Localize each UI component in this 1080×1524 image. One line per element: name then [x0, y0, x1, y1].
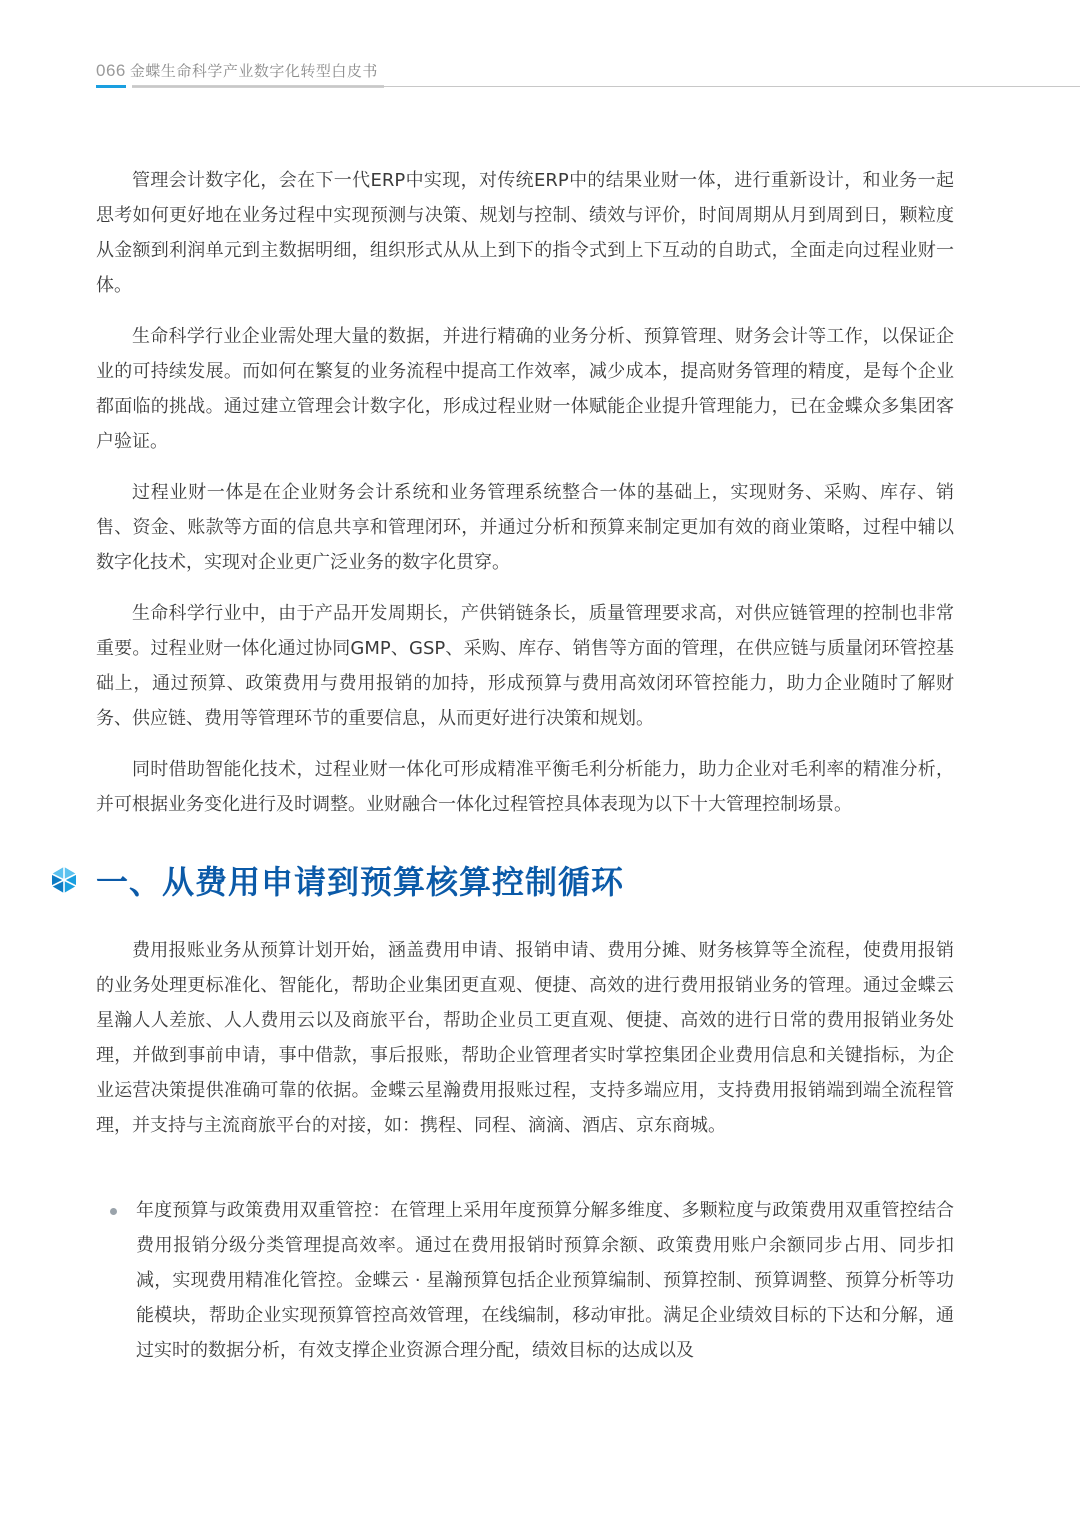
- page-header: [96, 58, 1080, 88]
- section-body: [96, 933, 954, 1159]
- page-number: 066: [96, 61, 126, 80]
- paragraph: 生命科学行业中，由于产品开发周期长，产供销链条长，质量管理要求高，对供应链管理的控制也非常重要。过程业财一体化通过协同GMP、GSP、采购、库存、销售等方面的管理，在供应链与质量闭环管控基础上，通过预算、政策费用与费用报销的加持，形成预算与费用高效闭环管控能力，助力企业随时了解财务、供应链、费用等管理环节的重要信息，从而更好进行决策和规划。: [96, 603, 954, 729]
- section-title: 一、从费用申请到预算核算控制循环: [96, 863, 625, 901]
- body-text: [96, 163, 954, 838]
- document-title: 金蝶生命科学产业数字化转型白皮书: [129, 62, 378, 80]
- section-intro: 费用报账业务从预算计划开始，涵盖费用申请、报销申请、费用分摊、财务核算等全流程，使费用报销的业务处理更标准化、智能化，帮助企业集团更直观、便捷、高效的进行费用报销业务的管理。通过金蝶云星瀚人人差旅、人人费用云以及商旅平台，帮助企业员工更直观、便捷、高效的进行日常的费用报销业务处理，并做到事前申请，事中借款，事后报账，帮助企业管理者实时掌控集团企业费用信息和关键指标，为企业运营决策提供准确可靠的依据。金蝶云星瀚费用报账过程，支持多端应用，支持费用报销端到端全流程管理，并支持与主流商旅平台的对接，如：携程、同程、滴滴、酒店、京东商城。: [96, 940, 954, 1136]
- paragraph: 生命科学行业企业需处理大量的数据，并进行精确的业务分析、预算管理、财务会计等工作，以保证企业的可持续发展。而如何在繁复的业务流程中提高工作效率，减少成本，提高财务管理的精度，是每个企业都面临的挑战。通过建立管理会计数字化，形成过程业财一体赋能企业提升管理能力，已在金蝶众多集团客户验证。: [96, 326, 954, 452]
- bullet-text: 年度预算与政策费用双重管控：在管理上采用年度预算分解多维度、多颗粒度与政策费用双重管控结合费用报销分级分类管理提高效率。通过在费用报销时预算余额、政策费用账户余额同步占用、同步扣减，实现费用精准化管控。金蝶云 · 星瀚预算包括企业预算编制、预算控制、预算调整、预算分析等功能模块，帮助企业实现预算管控高效管理，在线编制，移动审批。满足企业绩效目标的下达和分解，通过实时的数据分析，有效支撑企业资源合理分配，绩效目标的达成以及: [136, 1200, 954, 1361]
- header-text: [96, 60, 378, 81]
- paragraph: 过程业财一体是在企业财务会计系统和业务管理系统整合一体的基础上，实现财务、采购、库存、销售、资金、账款等方面的信息共享和管理闭环，并通过分析和预算来制定更加有效的商业策略，过程中辅以数字化技术，实现对企业更广泛业务的数字化贯穿。: [96, 482, 954, 573]
- section-heading: [50, 852, 624, 908]
- hexagon-cube-icon: [50, 866, 78, 894]
- header-accent-bar: [96, 85, 126, 88]
- bullet-icon: [110, 1208, 117, 1215]
- paragraph: 管理会计数字化，会在下一代ERP中实现，对传统ERP中的结果业财一体，进行重新设计，和业务一起思考如何更好地在业务过程中实现预测与决策、规划与控制、绩效与评价，时间周期从月到周到日，颗粒度从金额到利润单元到主数据明细，组织形式从从上到下的指令式到上下互动的自助式，全面走向过程业财一体。: [96, 170, 954, 296]
- bullet-list-item: [110, 1193, 954, 1368]
- paragraph: 同时借助智能化技术，过程业财一体化可形成精准平衡毛利分析能力，助力企业对毛利率的精准分析，并可根据业务变化进行及时调整。业财融合一体化过程管控具体表现为以下十大管理控制场景。: [96, 759, 954, 815]
- header-rule: [132, 86, 1080, 87]
